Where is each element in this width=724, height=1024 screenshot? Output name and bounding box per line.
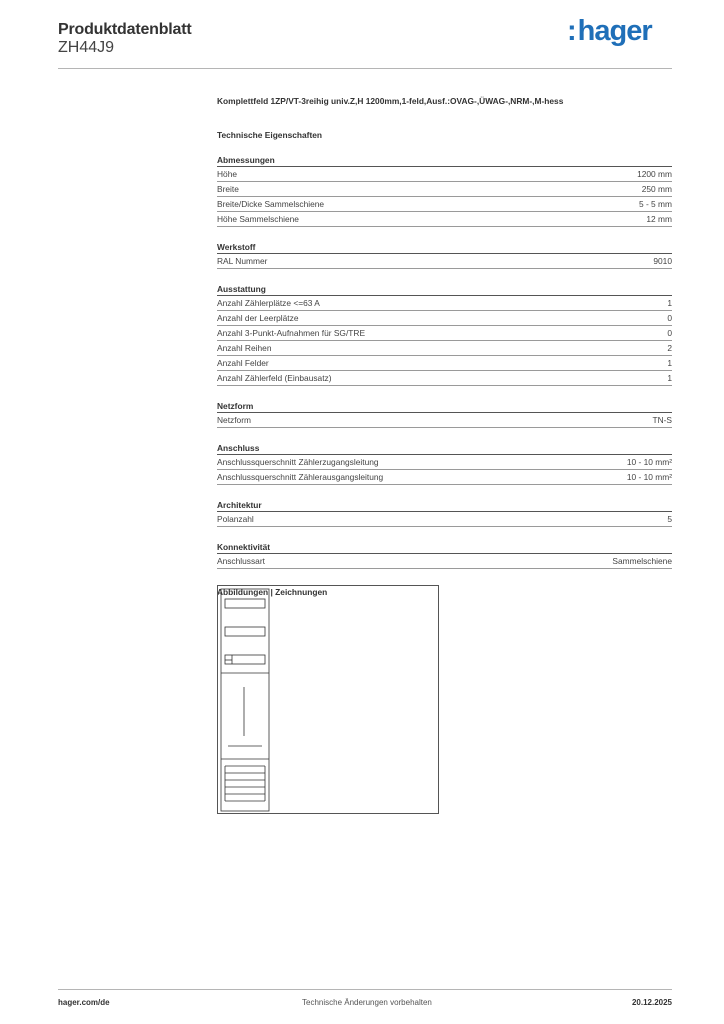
- section-title: Netzform: [217, 400, 672, 413]
- property-value: 1: [667, 298, 672, 308]
- property-sections: [217, 154, 672, 569]
- din-rail-row-3: [225, 655, 265, 664]
- property-row: [217, 182, 672, 197]
- section-title: Konnektivität: [217, 541, 672, 554]
- property-label: Anschlussquerschnitt Zählerausgangsleitung: [217, 472, 384, 482]
- figures-title: Abbildungen | Zeichnungen: [217, 587, 328, 597]
- property-label: Polanzahl: [217, 514, 254, 524]
- section-title: Abmessungen: [217, 154, 672, 167]
- property-row: [217, 326, 672, 341]
- property-value: 0: [667, 313, 672, 323]
- property-row: [217, 341, 672, 356]
- property-label: Netzform: [217, 415, 251, 425]
- section-anschluss: [217, 442, 672, 485]
- footer-divider: [58, 989, 672, 990]
- product-code: ZH44J9: [58, 39, 115, 56]
- section-werkstoff: [217, 241, 672, 269]
- property-value: 2: [667, 343, 672, 353]
- property-row: [217, 311, 672, 326]
- property-label: Breite: [217, 184, 239, 194]
- section-title: Architektur: [217, 499, 672, 512]
- property-row: [217, 197, 672, 212]
- property-label: Anzahl der Leerplätze: [217, 313, 299, 323]
- property-row: [217, 296, 672, 311]
- property-value: TN-S: [652, 415, 672, 425]
- section-title: Ausstattung: [217, 283, 672, 296]
- property-row: [217, 356, 672, 371]
- technical-properties-title: Technische Eigenschaften: [217, 130, 323, 140]
- footer-notice: Technische Änderungen vorbehalten: [302, 998, 432, 1007]
- property-row: [217, 413, 672, 428]
- property-value: 5: [667, 514, 672, 524]
- property-value: 0: [667, 328, 672, 338]
- property-label: Höhe Sammelschiene: [217, 214, 299, 224]
- product-description: Komplettfeld 1ZP/VT-3reihig univ.Z,H 1200mm,1-feld,Ausf.:OVAG-,ÜWAG-,NRM-,M-hess: [217, 96, 564, 106]
- property-label: Anzahl Zählerplätze <=63 A: [217, 298, 320, 308]
- section-architektur: [217, 499, 672, 527]
- property-label: Höhe: [217, 169, 238, 179]
- property-value: 250 mm: [641, 184, 672, 194]
- din-rail-row-1: [225, 599, 265, 608]
- property-value: 5 - 5 mm: [638, 199, 672, 209]
- section-ausstattung: [217, 283, 672, 386]
- property-label: Anzahl Felder: [217, 358, 269, 368]
- footer-website[interactable]: hager.com/de: [58, 998, 110, 1007]
- footer-date: 20.12.2025: [631, 998, 672, 1007]
- property-label: Breite/Dicke Sammelschiene: [217, 199, 325, 209]
- property-row: [217, 254, 672, 269]
- header-title: Produktdatenblatt: [58, 21, 192, 38]
- product-drawing-svg: [218, 586, 440, 815]
- property-label: Anzahl Reihen: [217, 343, 272, 353]
- property-label: Anschlussquerschnitt Zählerzugangsleitung: [217, 457, 379, 467]
- property-value: 10 - 10 mm²: [626, 472, 672, 482]
- section-title: Werkstoff: [217, 241, 672, 254]
- property-label: Anzahl Zählerfeld (Einbausatz): [217, 373, 332, 383]
- property-value: 1: [667, 358, 672, 368]
- property-row: [217, 371, 672, 386]
- logo-text: hager: [577, 15, 652, 47]
- cabinet-outline: [221, 589, 269, 811]
- property-label: RAL Nummer: [217, 256, 268, 266]
- property-value: 9010: [653, 256, 672, 266]
- section-netzform: [217, 400, 672, 428]
- property-value: 1: [667, 373, 672, 383]
- hager-logo: [567, 15, 652, 48]
- property-row: [217, 470, 672, 485]
- property-value: Sammelschiene: [612, 556, 672, 566]
- property-value: 12 mm: [646, 214, 672, 224]
- datasheet-content: [217, 95, 672, 597]
- property-row: [217, 212, 672, 227]
- property-row: [217, 512, 672, 527]
- property-value: 10 - 10 mm²: [626, 457, 672, 467]
- property-value: 1200 mm: [637, 169, 672, 179]
- section-konnektivität: [217, 541, 672, 569]
- header-divider: [58, 68, 672, 69]
- logo-prefix: :: [567, 15, 577, 47]
- property-row: [217, 455, 672, 470]
- product-drawing: [217, 585, 439, 814]
- property-label: Anzahl 3-Punkt-Aufnahmen für SG/TRE: [217, 328, 366, 338]
- din-rail-row-2: [225, 627, 265, 636]
- section-abmessungen: [217, 154, 672, 227]
- property-row: [217, 554, 672, 569]
- property-label: Anschlussart: [217, 556, 265, 566]
- property-row: [217, 167, 672, 182]
- section-title: Anschluss: [217, 442, 672, 455]
